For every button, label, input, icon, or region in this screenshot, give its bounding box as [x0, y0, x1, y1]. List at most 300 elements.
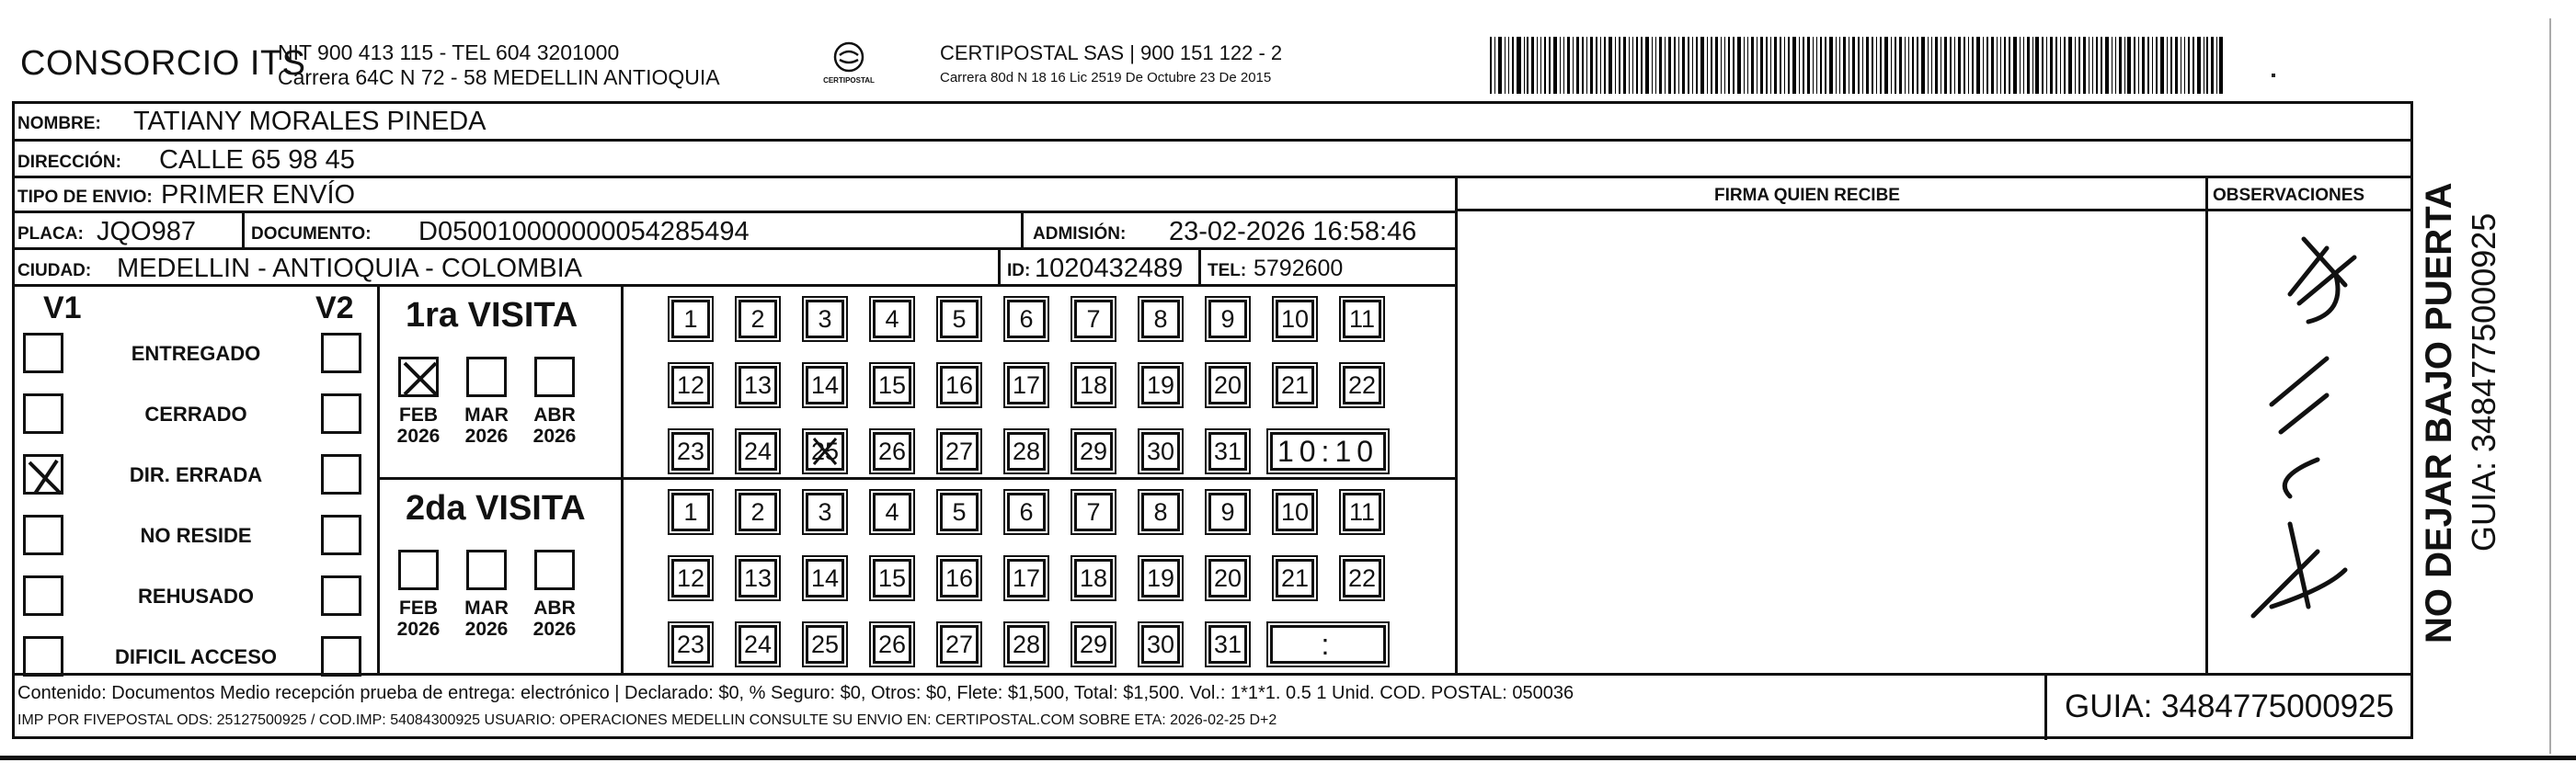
day-number: 25 [810, 438, 840, 465]
barcode-bar [1728, 37, 1730, 94]
day-number: 1 [683, 305, 698, 333]
day-box[interactable] [873, 625, 911, 664]
barcode-bar [2027, 37, 2029, 94]
day-box[interactable] [940, 366, 979, 404]
barcode-bar [1505, 37, 1506, 94]
logo-caption: CERTIPOSTAL [823, 76, 875, 85]
barcode-bar [1678, 37, 1679, 94]
cut-line [0, 756, 2576, 760]
day-number: 8 [1153, 498, 1168, 526]
barcode-bar [2170, 37, 2172, 94]
barcode-bar [1986, 37, 1988, 94]
day-box[interactable] [1208, 559, 1247, 598]
divider [2044, 676, 2047, 740]
barcode-bar [1862, 37, 1863, 94]
day-box[interactable] [1208, 493, 1247, 531]
divider [242, 213, 245, 250]
barcode-bar [1629, 37, 1630, 94]
day-number: 9 [1220, 305, 1235, 333]
day-box[interactable] [873, 493, 911, 531]
barcode-bar [2060, 37, 2061, 94]
day-box[interactable] [1208, 366, 1247, 404]
month-year: 2026 [532, 426, 577, 447]
v1-checkbox[interactable] [23, 393, 63, 434]
barcode-bar [2124, 37, 2125, 94]
barcode-bar [2009, 37, 2010, 94]
day-box[interactable] [1141, 366, 1180, 404]
v2-checkbox[interactable] [321, 515, 361, 555]
barcode-bar [1619, 37, 1620, 94]
status-label: CERRADO [144, 403, 247, 426]
barcode-bar [2127, 37, 2130, 94]
day-box[interactable] [806, 493, 844, 531]
barcode-bar [1747, 37, 1749, 94]
month-name: MAR [464, 598, 509, 619]
month-checkbox[interactable] [398, 550, 439, 590]
barcode-bar [1707, 37, 1708, 94]
month-year: 2026 [396, 426, 441, 447]
day-box[interactable] [1276, 493, 1314, 531]
day-box[interactable] [1343, 559, 1381, 598]
barcode-bar [1899, 37, 1902, 94]
day-number: 21 [1280, 564, 1310, 592]
barcode-bar [2083, 37, 2086, 94]
ciudad-value: MEDELLIN - ANTIOQUIA - COLOMBIA [117, 254, 582, 283]
day-number: 5 [952, 305, 967, 333]
v2-checkbox[interactable] [321, 575, 361, 616]
day-box[interactable] [940, 493, 979, 531]
day-box[interactable] [1074, 432, 1113, 471]
barcode-bar [1836, 37, 1837, 94]
v1-checkbox[interactable] [23, 636, 63, 677]
barcode-bar [1880, 37, 1882, 94]
certipostal-logo [817, 40, 881, 96]
month-name: ABR [533, 404, 576, 426]
day-number: 10 [1280, 305, 1310, 333]
barcode-bar [2175, 37, 2178, 94]
day-number: 31 [1213, 631, 1242, 658]
barcode-bar [1983, 37, 1984, 94]
cert-line2: Carrera 80d N 18 16 Lic 2519 De Octubre 23 De 2015 [940, 70, 1272, 85]
day-box[interactable] [940, 625, 979, 664]
footer-line1: Contenido: Documentos Medio recepción prueba de entrega: electrónico | Declarado: $0, % Seguro: $0, Otros: $0, Flete: $1,500, Total: $1,500. Vol.: 1*1*1. 0.5 1 Unid. COD. POSTAL: 050036 [17, 683, 1574, 703]
day-box[interactable] [1074, 493, 1113, 531]
barcode-bar [2115, 37, 2117, 94]
day-box[interactable] [1007, 625, 1046, 664]
v2-checkbox[interactable] [321, 393, 361, 434]
barcode-bar [2206, 37, 2208, 94]
barcode-bar [1659, 37, 1661, 94]
day-box[interactable] [873, 559, 911, 598]
barcode-bar [1668, 37, 1671, 94]
company-name: CONSORCIO ITS [20, 44, 306, 83]
day-box[interactable] [1343, 366, 1381, 404]
barcode-bar [1674, 37, 1676, 94]
day-box[interactable] [671, 300, 710, 338]
barcode-bar [2105, 37, 2109, 94]
barcode-bar [2188, 37, 2190, 94]
day-number: 13 [743, 371, 773, 399]
day-box[interactable] [738, 559, 777, 598]
barcode-bar [1636, 37, 1638, 94]
day-number: 24 [743, 631, 773, 658]
barcode-bar [1527, 37, 1528, 94]
month-name: FEB [399, 598, 438, 619]
day-box[interactable] [1007, 559, 1046, 598]
month-year: 2026 [464, 426, 509, 447]
month-checkbox[interactable] [466, 357, 507, 397]
ciudad-label: CIUDAD: [17, 261, 92, 280]
barcode-bar [1780, 37, 1781, 94]
day-number: 14 [810, 371, 840, 399]
visit-1-title: 1ra VISITA [406, 296, 578, 335]
barcode-bar [2147, 37, 2149, 94]
day-number: 4 [885, 305, 899, 333]
barcode-bar [2197, 37, 2201, 94]
v2-checkbox[interactable] [321, 636, 361, 677]
day-box[interactable] [738, 366, 777, 404]
day-number: 23 [676, 438, 705, 465]
day-number: 23 [676, 631, 705, 658]
barcode-bar [1494, 37, 1495, 94]
day-box[interactable] [1074, 625, 1113, 664]
firma-area [1455, 178, 2209, 673]
barcode-bar [2160, 37, 2164, 94]
v2-label: V2 [315, 290, 354, 325]
documento-value: D050010000000054285494 [418, 217, 750, 246]
month-year: 2026 [396, 619, 441, 640]
day-number: 21 [1280, 371, 1310, 399]
day-box[interactable] [1343, 300, 1381, 338]
barcode-bar [1876, 37, 1877, 94]
day-box[interactable] [806, 625, 844, 664]
barcode-bar [1586, 37, 1587, 94]
barcode-bar [1724, 37, 1725, 94]
handwritten-observation [2216, 221, 2400, 653]
barcode-bar [1770, 37, 1771, 94]
day-number: 29 [1079, 438, 1108, 465]
day-number: 24 [743, 438, 773, 465]
barcode-bar [1573, 37, 1574, 94]
tipo-label: TIPO DE ENVIO: [17, 188, 153, 207]
barcode-bar [1655, 37, 1657, 94]
day-box[interactable] [1007, 432, 1046, 471]
day-box[interactable] [1074, 559, 1113, 598]
status-label: DIFICIL ACCESO [114, 645, 277, 668]
day-number: 7 [1086, 305, 1101, 333]
day-number: 17 [1012, 371, 1041, 399]
barcode-bar [2020, 37, 2021, 94]
barcode-bar [1958, 37, 1961, 94]
barcode-bar [2075, 37, 2076, 94]
barcode-bar [1715, 37, 1718, 94]
barcode-bar [2138, 37, 2139, 94]
admision-value: 23-02-2026 16:58:46 [1169, 217, 1417, 246]
barcode-bar [1604, 37, 1606, 94]
day-box[interactable] [671, 559, 710, 598]
day-box[interactable] [806, 559, 844, 598]
barcode-bar [1721, 37, 1722, 94]
day-box[interactable] [1208, 300, 1247, 338]
barcode-bar [2078, 37, 2080, 94]
barcode-bar [1576, 37, 1579, 94]
day-box[interactable] [1141, 559, 1180, 598]
barcode-bar [1807, 37, 1810, 94]
v2-checkbox[interactable] [321, 454, 361, 495]
barcode-bar [1744, 37, 1745, 94]
day-number: 13 [743, 564, 773, 592]
day-number: 26 [877, 631, 907, 658]
day-number: 18 [1079, 564, 1108, 592]
day-box[interactable] [1141, 300, 1180, 338]
day-box[interactable] [940, 559, 979, 598]
barcode-bar [1788, 37, 1790, 94]
barcode-bar [2219, 37, 2222, 94]
day-box[interactable] [738, 432, 777, 471]
barcode-bar [2000, 37, 2001, 94]
barcode-bar [1582, 37, 1584, 94]
barcode-bar [1517, 37, 1520, 94]
barcode-bar [2023, 37, 2025, 94]
barcode-bar [2096, 37, 2098, 94]
barcode-bar [1665, 37, 1666, 94]
day-box[interactable] [1276, 559, 1314, 598]
month-checkbox[interactable] [534, 550, 575, 590]
day-box[interactable] [1007, 366, 1046, 404]
divider [1021, 213, 1024, 250]
barcode-bar [2134, 37, 2135, 94]
check-mark-icon [401, 359, 441, 400]
barcode-bar [1760, 37, 1763, 94]
day-number: 30 [1146, 438, 1175, 465]
status-label: NO RESIDE [140, 524, 252, 547]
barcode-bar [1784, 37, 1785, 94]
day-number: 22 [1347, 371, 1377, 399]
barcode-bar [1963, 37, 1965, 94]
placa-value: JQO987 [97, 217, 196, 246]
footer [12, 673, 2413, 739]
v1-checkbox[interactable] [23, 454, 63, 495]
day-number: 6 [1019, 498, 1034, 526]
day-number: 11 [1348, 498, 1376, 526]
barcode-bar [1498, 37, 1501, 94]
day-box[interactable] [671, 625, 710, 664]
barcode-bar [1524, 37, 1525, 94]
time-field[interactable]: 10:10 [1270, 432, 1386, 471]
barcode-bar [1928, 37, 1929, 94]
barcode-bar [2035, 37, 2038, 94]
day-number: 7 [1086, 498, 1101, 526]
row-direccion [12, 142, 2413, 178]
day-box[interactable] [738, 625, 777, 664]
day-number: 2 [750, 498, 765, 526]
barcode-bar [2167, 37, 2168, 94]
month-name: FEB [399, 404, 438, 426]
divider [621, 477, 624, 673]
month-checkbox[interactable] [398, 357, 439, 397]
barcode-bar [1688, 37, 1689, 94]
barcode-bar [1692, 37, 1693, 94]
divider [621, 287, 624, 480]
barcode-bar [1968, 37, 1969, 94]
month-label [391, 598, 446, 640]
barcode-bar [1652, 37, 1653, 94]
day-box[interactable] [1343, 493, 1381, 531]
barcode-bar [1700, 37, 1704, 94]
barcode-bar [2050, 37, 2053, 94]
barcode-bar [1843, 37, 1845, 94]
check-mark-icon [26, 457, 66, 497]
day-number: 14 [810, 564, 840, 592]
day-number: 5 [952, 498, 967, 526]
day-number: 1 [683, 498, 698, 526]
barcode-bar [2142, 37, 2145, 94]
barcode-bar [2064, 37, 2066, 94]
month-name: MAR [464, 404, 509, 426]
day-box[interactable] [738, 493, 777, 531]
day-number: 22 [1347, 564, 1377, 592]
divider [998, 250, 1001, 287]
barcode-bar [1563, 37, 1565, 94]
day-box[interactable] [1007, 493, 1046, 531]
day-number: 12 [676, 371, 705, 399]
nombre-label: NOMBRE: [17, 114, 101, 133]
day-box[interactable] [1276, 300, 1314, 338]
barcode-bar [1737, 37, 1741, 94]
day-number: 29 [1079, 631, 1108, 658]
day-box[interactable] [873, 366, 911, 404]
barcode-bar [1908, 37, 1909, 94]
barcode-bar [1792, 37, 1796, 94]
barcode-bar [1976, 37, 1980, 94]
barcode-bar [1813, 37, 1814, 94]
day-box[interactable] [1141, 493, 1180, 531]
tipo-value: PRIMER ENVÍO [161, 180, 356, 210]
id-label: ID: [1007, 261, 1031, 280]
v2-checkbox[interactable] [321, 333, 361, 373]
barcode-bar [1645, 37, 1649, 94]
barcode-bar [1912, 37, 1914, 94]
day-box[interactable] [1208, 625, 1247, 664]
barcode-bar [1944, 37, 1947, 94]
day-number: 27 [945, 631, 974, 658]
barcode-bar [1553, 37, 1557, 94]
barcode-bar [2216, 37, 2217, 94]
day-box[interactable] [1276, 366, 1314, 404]
cert-line1: CERTIPOSTAL SAS | 900 151 122 - 2 [940, 41, 1283, 64]
day-box[interactable] [1074, 300, 1113, 338]
barcode-bar [1858, 37, 1860, 94]
day-number: 20 [1213, 564, 1242, 592]
barcode-bar [2046, 37, 2047, 94]
barcode-bar [1950, 37, 1952, 94]
row-tipo [12, 178, 1455, 213]
day-box[interactable] [806, 366, 844, 404]
day-number: 28 [1012, 631, 1041, 658]
month-checkbox[interactable] [466, 550, 507, 590]
day-box[interactable] [671, 432, 710, 471]
day-box[interactable] [1007, 300, 1046, 338]
v1-checkbox[interactable] [23, 333, 63, 373]
day-number: 15 [877, 564, 907, 592]
visit-2 [380, 480, 1455, 673]
day-box[interactable] [1208, 432, 1247, 471]
barcode-bar [1931, 37, 1933, 94]
tel-label: TEL: [1208, 261, 1247, 280]
day-box[interactable] [873, 432, 911, 471]
address-line: Carrera 64C N 72 - 58 MEDELLIN ANTIOQUIA [278, 65, 720, 89]
day-number: 28 [1012, 438, 1041, 465]
barcode-bar [1816, 37, 1817, 94]
status-section [12, 287, 380, 673]
barcode-bar [1596, 37, 1597, 94]
status-label: ENTREGADO [131, 342, 261, 365]
direccion-value: CALLE 65 98 45 [159, 145, 355, 175]
day-box[interactable] [940, 300, 979, 338]
month-checkbox[interactable] [534, 357, 575, 397]
v1-checkbox[interactable] [23, 575, 63, 616]
barcode-bar [1905, 37, 1906, 94]
nit-line: NIT 900 413 115 - TEL 604 3201000 [278, 40, 620, 64]
day-box[interactable] [738, 300, 777, 338]
barcode-bar [1682, 37, 1685, 94]
stray-mark [2272, 74, 2275, 77]
barcode-bar [1997, 37, 1998, 94]
day-box[interactable] [940, 432, 979, 471]
day-box[interactable] [873, 300, 911, 338]
barcode-bar [1696, 37, 1698, 94]
day-box[interactable] [806, 300, 844, 338]
day-number: 20 [1213, 371, 1242, 399]
day-box[interactable] [671, 493, 710, 531]
v1-checkbox[interactable] [23, 515, 63, 555]
day-box[interactable] [1141, 432, 1180, 471]
day-box[interactable] [671, 366, 710, 404]
day-number: 11 [1348, 305, 1376, 333]
barcode-bar [1866, 37, 1869, 94]
barcode-bar [2192, 37, 2194, 94]
barcode-bar [1733, 37, 1735, 94]
side-warning: NO DEJAR BAJO PUERTA [2419, 182, 2459, 643]
day-box[interactable] [1074, 366, 1113, 404]
direccion-label: DIRECCIÓN: [17, 153, 121, 172]
barcode-bar [1972, 37, 1974, 94]
barcode-bar [1954, 37, 1955, 94]
day-number: 4 [885, 498, 899, 526]
id-value: 1020432489 [1035, 254, 1184, 283]
company-info [278, 40, 720, 90]
month-label [527, 598, 582, 640]
barcode-bar [2004, 37, 2006, 94]
barcode-bar [1872, 37, 1873, 94]
barcode-bar [1917, 37, 1918, 94]
time-field[interactable]: : [1270, 625, 1386, 664]
barcode-bar [2184, 37, 2185, 94]
row-nombre [12, 101, 2413, 142]
barcode-bar [1825, 37, 1826, 94]
barcode-bar [1839, 37, 1841, 94]
barcode-bar [1567, 37, 1569, 94]
month-year: 2026 [532, 619, 577, 640]
barcode-bar [1537, 37, 1538, 94]
barcode-bar [2119, 37, 2121, 94]
day-number: 25 [810, 631, 840, 658]
visit-2-title: 2da VISITA [406, 489, 586, 528]
day-box[interactable] [1141, 625, 1180, 664]
month-label [459, 404, 514, 447]
day-number: 2 [750, 305, 765, 333]
day-box[interactable] [806, 432, 844, 471]
